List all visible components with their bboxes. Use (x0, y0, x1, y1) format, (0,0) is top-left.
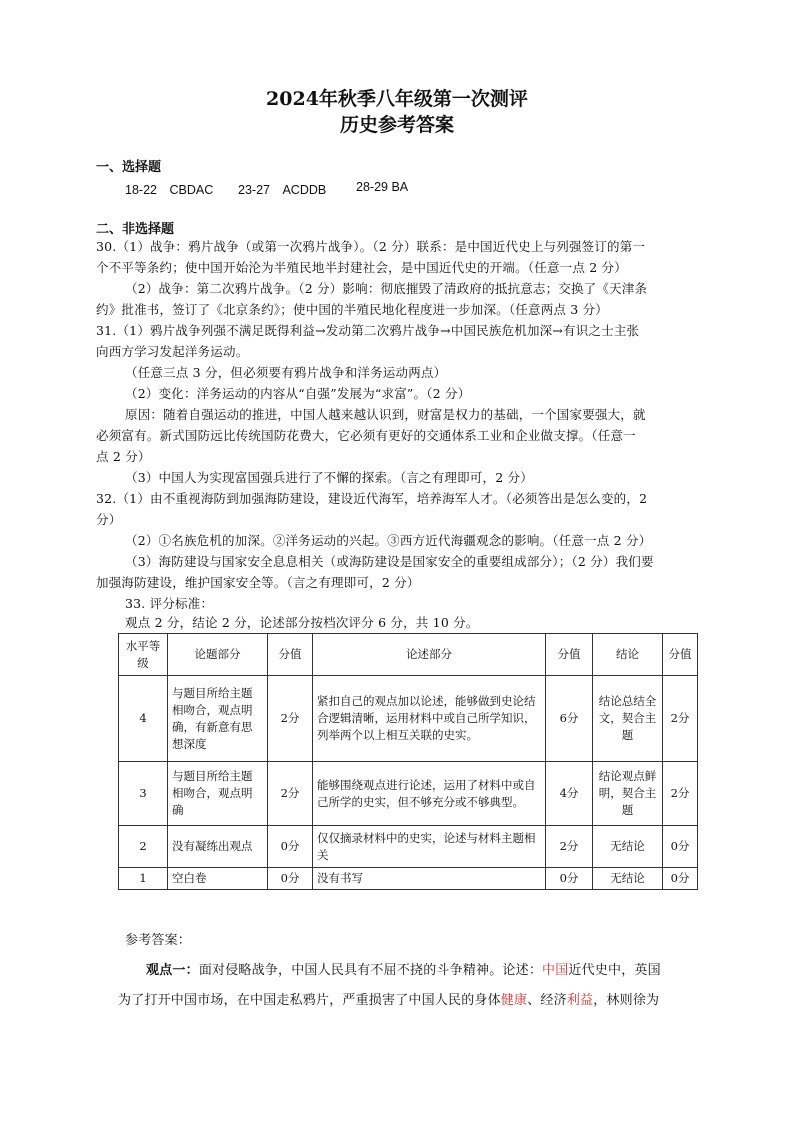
table-cell: 2 (119, 826, 168, 868)
answer-line: 向西方学习发起洋务运动。 (96, 344, 249, 359)
table-cell: 没有凝练出观点 (168, 826, 268, 868)
section1-heading: 一、选择题 (96, 160, 162, 175)
table-cell: 结论观点鲜明，契合主题 (593, 762, 663, 826)
table-cell: 空白卷 (168, 868, 268, 890)
table-cell: 没有书写 (313, 868, 546, 890)
mc-group-3: 28-29 BA (356, 180, 409, 194)
mc-group-1: 18-22 CBDAC (125, 183, 214, 197)
table-cell: 2分 (268, 762, 313, 826)
reference-label: 参考答案： (125, 933, 192, 948)
table-row (119, 762, 698, 826)
table-header: 论题部分 (168, 634, 268, 676)
rubric-table (118, 633, 698, 890)
table-cell: 2分 (268, 676, 313, 762)
answer-line: 点 2 分） (96, 449, 151, 464)
table-cell: 结论总结全文，契合主题 (593, 676, 663, 762)
table-header: 水平等级 (119, 634, 168, 676)
table-cell: 0分 (663, 868, 698, 890)
answer-line: 33. 评分标准： (125, 596, 214, 611)
reference-text: 近代史中，英国 (568, 963, 661, 978)
table-cell: 0分 (268, 868, 313, 890)
table-cell: 0分 (546, 868, 593, 890)
table-header: 分值 (663, 634, 698, 676)
highlighted-text: 利益 (566, 993, 594, 1008)
table-cell: 与题目所给主题相吻合，观点明确，有新意有思想深度 (168, 676, 268, 762)
table-row (119, 868, 698, 890)
table-cell: 无结论 (593, 868, 663, 890)
table-cell: 0分 (268, 826, 313, 868)
view-label: 观点一： (146, 963, 199, 978)
table-cell: 2分 (663, 676, 698, 762)
table-cell: 4 (119, 676, 168, 762)
reference-text: 面对侵略战争，中国人民具有不屈不挠的斗争精神。论述： (198, 963, 543, 978)
table-cell: 6分 (546, 676, 593, 762)
table-cell: 3 (119, 762, 168, 826)
table-header: 分值 (268, 634, 313, 676)
table-cell: 4分 (546, 762, 593, 826)
reference-line-1 (146, 964, 661, 978)
page-subtitle: 历史参考答案 (339, 114, 454, 136)
answer-line: （2）变化：洋务运动的内容从“自强”发展为“求富”。（2 分） (125, 386, 471, 401)
table-cell: 与题目所给主题相吻合，观点明确 (168, 762, 268, 826)
table-row (119, 676, 698, 762)
table-cell: 无结论 (593, 826, 663, 868)
answer-line: 30.（1）战争：鸦片战争（或第一次鸦片战争）。（2 分）联系：是中国近代史上与列强签订的第一 (96, 239, 646, 254)
section2-heading: 二、非选择题 (96, 222, 175, 237)
answer-line: （3）中国人为实现富国强兵进行了不懈的探索。（言之有理即可，2 分） (125, 470, 533, 485)
table-cell: 2分 (546, 826, 593, 868)
table-header: 论述部分 (313, 634, 546, 676)
answer-line: （3）海防建设与国家安全息息相关（或海防建设是国家安全的重要组成部分）；（2 分）我们要 (125, 554, 654, 569)
table-cell: 1 (119, 868, 168, 890)
table-header: 分值 (546, 634, 593, 676)
answer-line: （任意三点 3 分，但必须要有鸦片战争和洋务运动两点） (125, 365, 447, 380)
table-header: 结论 (593, 634, 663, 676)
answer-line: 必须富有。新式国防远比传统国防花费大，它必须有更好的交通体系工业和企业做支撑。（任意一 (96, 428, 636, 443)
answer-line: 原因：随着自强运动的推进，中国人越来越认识到，财富是权力的基础，一个国家要强大，就 (125, 407, 646, 422)
highlighted-text: 中国 (542, 963, 569, 978)
answer-line: 个不平等条约；使中国开始沦为半殖民地半封建社会，是中国近代史的开端。（任意一点 2 分） (96, 260, 627, 275)
table-cell: 能够围绕观点进行论述，运用了材料中或自己所学的史实，但不够充分或不够典型。 (313, 762, 546, 826)
answer-line: （2）①名族危机的加深。②洋务运动的兴起。③西方近代海疆观念的影响。（任意一点 2 分） (125, 533, 652, 548)
answer-line: 32.（1）由不重视海防到加强海防建设，建设近代海军，培养海军人才。（必须答出是怎么变的，2 (96, 491, 648, 506)
table-cell: 紧扣自己的观点加以论述，能够做到史论结合逻辑清晰，运用材料中或自己所学知识，列举两个以上相互关联的史实。 (313, 676, 546, 762)
reference-text: ，林则徐为 (593, 993, 660, 1008)
table-cell: 仅仅摘录材料中的史实，论述与材料主题相关 (313, 826, 546, 868)
answer-line: 约》批准书，签订了《北京条约》；使中国的半殖民地化程度进一步加深。（任意两点 3 分） (96, 302, 609, 317)
mc-group-2: 23-27 ACDDB (238, 183, 327, 197)
table-cell: 2分 (663, 762, 698, 826)
answer-line: 加强海防建设，维护国家安全等。（言之有理即可，2 分） (96, 575, 420, 590)
reference-text: 为了打开中国市场，在中国走私鸦片，严重损害了中国人民的身体 (118, 993, 501, 1008)
table-cell: 0分 (663, 826, 698, 868)
page-title: 2024年秋季八年级第一次测评 (266, 88, 528, 110)
highlighted-text: 健康 (500, 993, 528, 1008)
answer-line: 分） (96, 512, 122, 527)
answer-line: （2）战争：第二次鸦片战争。（2 分）影响：彻底摧毁了清政府的抵抗意志；交换了《天津条 (125, 281, 648, 296)
table-row (119, 826, 698, 868)
reference-text: 、经济 (527, 993, 567, 1008)
reference-line-2 (118, 994, 659, 1008)
answer-line: 31.（1）鸦片战争列强不满足既得利益→发动第二次鸦片战争→中国民族危机加深→有识之士主张 (96, 323, 640, 338)
answer-line: 观点 2 分，结论 2 分，论述部分按档次评分 6 分，共 10 分。 (125, 615, 479, 630)
